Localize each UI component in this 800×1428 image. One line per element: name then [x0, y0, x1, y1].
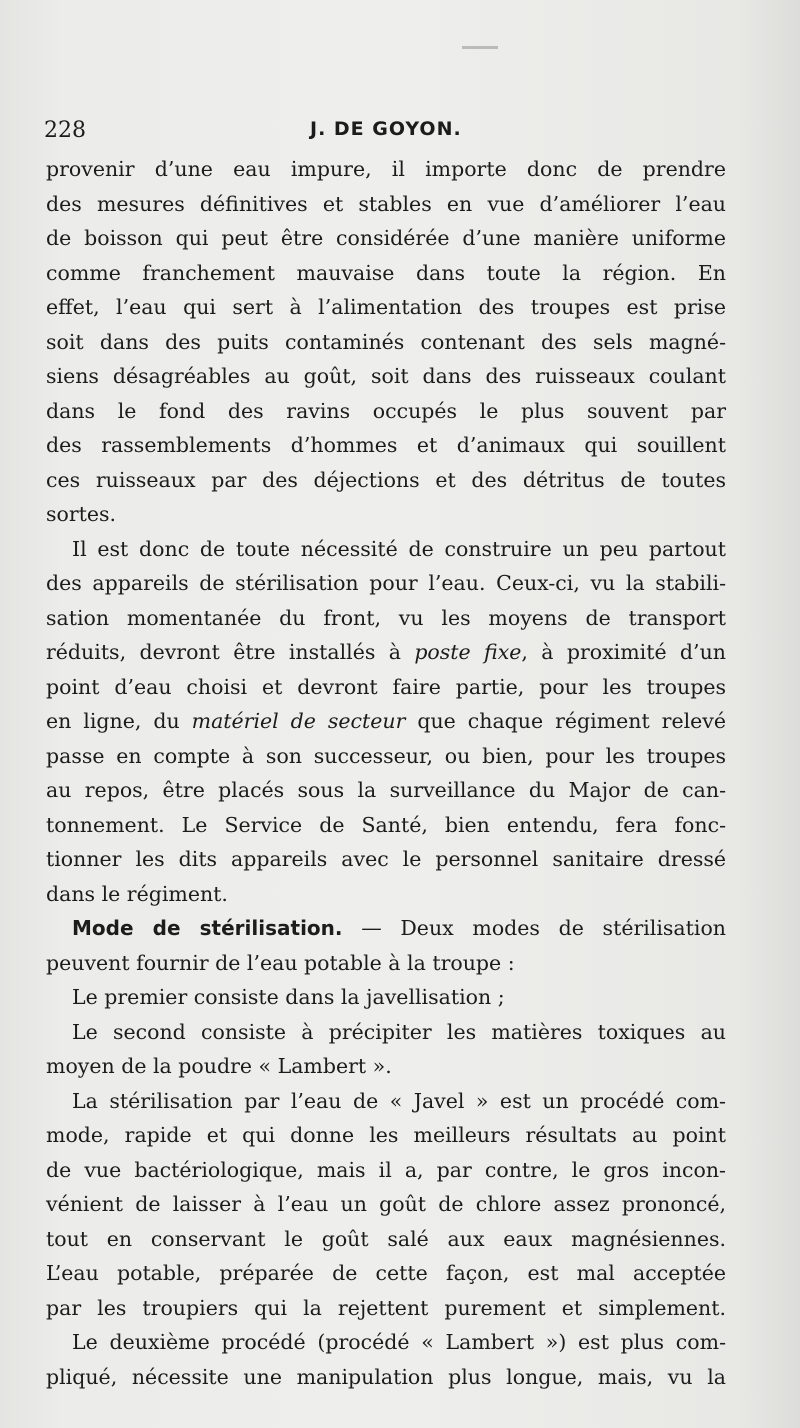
text-line: au repos, être placés sous la surveillance du Major de can-	[46, 778, 726, 802]
text-line: point d’eau choisi et devront faire partie, pour les troupes	[46, 674, 726, 699]
text-line: de vue bactériologique, mais il a, par contre, le gros incon-	[46, 1157, 726, 1182]
text-run: réduits, devront être installés à	[46, 640, 415, 664]
text-line: ces ruisseaux par des déjections et des détritus de toutes	[46, 467, 726, 492]
text-run: que chaque régiment relevé	[405, 709, 727, 733]
text-line: siens désagréables au goût, soit dans des ruisseaux coulant	[46, 364, 726, 388]
text-line: vénient de laisser à l’eau un goût de chlore assez prononcé,	[46, 1192, 726, 1216]
text-run: en ligne, du	[46, 709, 192, 733]
text-line: Le deuxième procédé (procédé « Lambert ») est plus com-	[72, 1330, 726, 1354]
text-line: dans le régiment.	[46, 881, 228, 906]
section-heading: Mode de stérilisation.	[72, 916, 343, 940]
page-number: 228	[44, 118, 86, 143]
text-line: passe en compte à son successeur, ou bien, pour les troupes	[46, 743, 726, 768]
text-run: , à proximité d’un	[521, 640, 726, 664]
body-text	[46, 152, 726, 1394]
text-line: L’eau potable, préparée de cette façon, est mal acceptée	[46, 1261, 726, 1285]
text-line	[46, 911, 726, 946]
text-line: des appareils de stérilisation pour l’eau. Ceux-ci, vu la stabili-	[46, 571, 726, 595]
text-line: comme franchement mauvaise dans toute la région. En	[46, 260, 726, 285]
text-line: moyen de la poudre « Lambert ».	[46, 1054, 392, 1078]
text-line: Le premier consiste dans la javellisation ;	[72, 985, 505, 1009]
text-line: La stérilisation par l’eau de « Javel » est un procédé com-	[72, 1088, 726, 1113]
text-line: des mesures définitives et stables en vue d’améliorer l’eau	[46, 191, 726, 216]
text-line	[46, 704, 726, 739]
text-line: Il est donc de toute nécessité de construire un peu partout	[72, 536, 726, 561]
text-line: des rassemblements d’hommes et d’animaux qui souillent	[46, 433, 726, 457]
text-line: effet, l’eau qui sert à l’alimentation des troupes est prise	[46, 295, 726, 319]
text-line	[46, 635, 726, 670]
running-head: J. DE GOYON.	[310, 118, 462, 140]
text-line: tonnement. Le Service de Santé, bien entendu, fera fonc-	[46, 812, 726, 837]
italic-term: matériel de secteur	[191, 709, 406, 733]
text-line: sation momentanée du front, vu les moyens de transport	[46, 605, 726, 630]
text-line: pliqué, nécessite une manipulation plus longue, mais, vu la	[46, 1364, 726, 1389]
text-line: sortes.	[46, 502, 117, 526]
text-run: — Deux modes de stérilisation	[342, 916, 726, 940]
text-line: peuvent fournir de l’eau potable à la troupe :	[46, 950, 515, 975]
italic-term: poste fixe	[414, 640, 522, 664]
scan-artifact	[462, 46, 498, 49]
text-line: mode, rapide et qui donne les meilleurs résultats au point	[46, 1123, 726, 1147]
text-line: dans le fond des ravins occupés le plus souvent par	[46, 398, 726, 423]
text-line: provenir d’une eau impure, il importe donc de prendre	[46, 157, 726, 181]
text-line: tionner les dits appareils avec le personnel sanitaire dressé	[46, 847, 726, 871]
text-line: soit dans des puits contaminés contenant des sels magné-	[46, 329, 726, 354]
text-line: Le second consiste à précipiter les matières toxiques au	[72, 1019, 726, 1044]
page-header	[44, 114, 744, 148]
text-line: de boisson qui peut être considérée d’une manière uniforme	[46, 226, 726, 250]
text-line: tout en conservant le goût salé aux eaux magnésiennes.	[46, 1226, 726, 1251]
text-line: par les troupiers qui la rejettent purement et simplement.	[46, 1295, 726, 1320]
